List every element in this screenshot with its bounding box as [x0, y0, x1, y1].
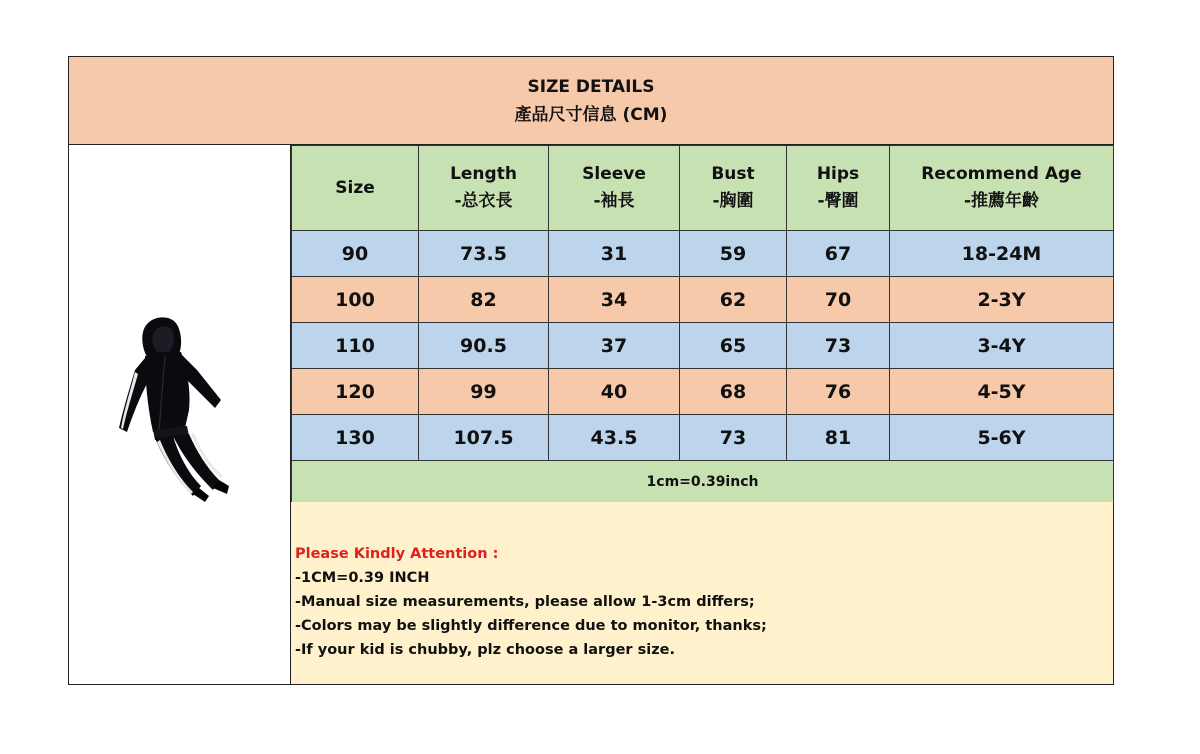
table-header-row	[292, 146, 1114, 231]
cell-hips: 67	[787, 231, 890, 277]
cell-length: 107.5	[419, 415, 549, 461]
cell-sleeve: 31	[549, 231, 680, 277]
attention-line: -Manual size measurements, please allow 1-3cm differs;	[295, 594, 755, 610]
cell-age: 4-5Y	[890, 369, 1114, 415]
cell-age: 3-4Y	[890, 323, 1114, 369]
table-row	[292, 415, 1114, 461]
attention-notice	[291, 502, 1113, 684]
table-row	[292, 231, 1114, 277]
attention-heading: Please Kindly Attention :	[295, 546, 499, 562]
header-length: Length -总衣長	[419, 146, 549, 231]
title-en: SIZE DETAILS	[527, 76, 655, 97]
attention-line: -Colors may be slightly difference due to monitor, thanks;	[295, 618, 767, 634]
cell-size: 110	[292, 323, 419, 369]
cell-size: 100	[292, 277, 419, 323]
cell-hips: 73	[787, 323, 890, 369]
cell-length: 82	[419, 277, 549, 323]
cell-size: 120	[292, 369, 419, 415]
cell-bust: 65	[680, 323, 787, 369]
cell-bust: 73	[680, 415, 787, 461]
attention-line: -If your kid is chubby, plz choose a larger size.	[295, 642, 676, 658]
product-image-panel	[69, 145, 291, 684]
header-hips: Hips -臀圍	[787, 146, 890, 231]
cell-hips: 81	[787, 415, 890, 461]
size-chart-frame	[68, 56, 1114, 685]
title-band	[69, 57, 1113, 145]
cell-hips: 70	[787, 277, 890, 323]
cell-bust: 59	[680, 231, 787, 277]
attention-line: -1CM=0.39 INCH	[295, 570, 430, 586]
size-table	[291, 145, 1114, 503]
title-cn: 產品尺寸信息 (CM)	[514, 104, 668, 125]
cell-length: 73.5	[419, 231, 549, 277]
cell-size: 130	[292, 415, 419, 461]
cell-age: 5-6Y	[890, 415, 1114, 461]
unit-conversion-note: 1cm=0.39inch	[292, 461, 1114, 503]
cell-sleeve: 40	[549, 369, 680, 415]
table-row	[292, 369, 1114, 415]
header-bust: Bust -胸圍	[680, 146, 787, 231]
header-recommend-age: Recommend Age -推薦年齡	[890, 146, 1114, 231]
product-image-jumpsuit	[109, 310, 249, 510]
cell-sleeve: 37	[549, 323, 680, 369]
header-size: Size	[292, 146, 419, 231]
cell-age: 18-24M	[890, 231, 1114, 277]
unit-note-row	[292, 461, 1114, 503]
cell-bust: 68	[680, 369, 787, 415]
cell-sleeve: 34	[549, 277, 680, 323]
cell-length: 90.5	[419, 323, 549, 369]
header-sleeve: Sleeve -袖長	[549, 146, 680, 231]
cell-length: 99	[419, 369, 549, 415]
cell-bust: 62	[680, 277, 787, 323]
cell-size: 90	[292, 231, 419, 277]
table-row	[292, 323, 1114, 369]
cell-age: 2-3Y	[890, 277, 1114, 323]
cell-sleeve: 43.5	[549, 415, 680, 461]
cell-hips: 76	[787, 369, 890, 415]
table-row	[292, 277, 1114, 323]
